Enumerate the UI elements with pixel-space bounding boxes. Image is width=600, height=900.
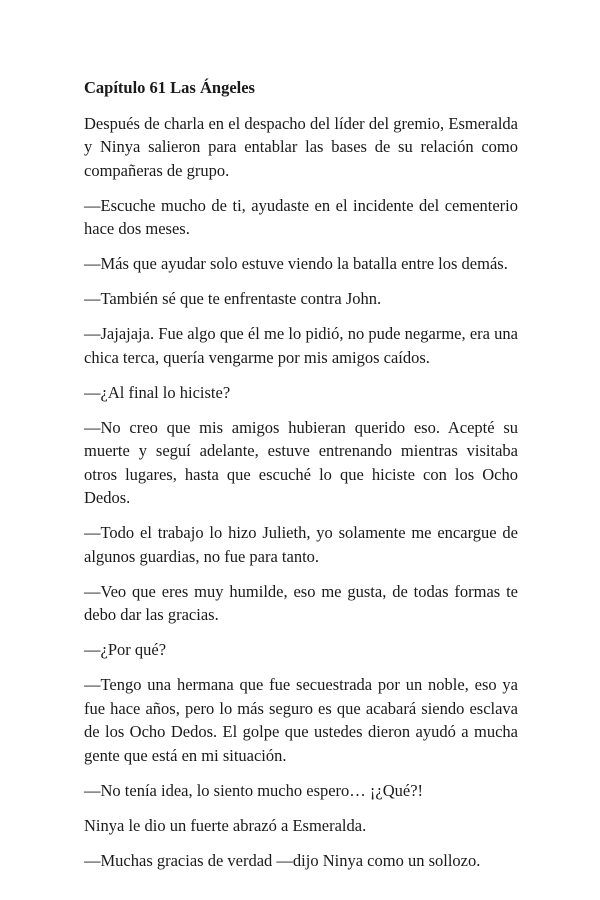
- paragraph: —Tengo una hermana que fue secuestrada por un noble, eso ya fue hace años, pero lo más seguro es que acabará siendo esclava de los Ocho Dedos. El golpe que ustedes dieron ayudó a mucha gente que está en mi situación.: [84, 675, 518, 765]
- paragraph: —Muchas gracias de verdad —dijo Ninya como un sollozo.: [84, 850, 481, 870]
- paragraph: —No creo que mis amigos hubieran querido eso. Acepté su muerte y seguí adelante, estuve entrenando mientras visitaba otros lugares, hasta que escuché lo que hiciste con los Ocho Dedos.: [84, 417, 518, 507]
- paragraph: —Veo que eres muy humilde, eso me gusta, de todas formas te debo dar las gracias.: [84, 581, 518, 624]
- chapter-title: Capítulo 61 Las Ángeles: [84, 78, 255, 97]
- paragraph: Ninya le dio un fuerte abrazó a Esmeralda.: [84, 815, 367, 835]
- paragraph: Después de charla en el despacho del líder del gremio, Esmeralda y Ninya salieron para entablar las bases de su relación como compañeras de grupo.: [84, 113, 518, 180]
- paragraph: —También sé que te enfrentaste contra John.: [84, 289, 382, 308]
- paragraph: —Escuche mucho de ti, ayudaste en el incidente del cementerio hace dos meses.: [84, 195, 518, 238]
- document-page: [84, 76, 518, 884]
- paragraph: —No tenía idea, lo siento mucho espero… ¡¿Qué?!: [84, 780, 424, 800]
- paragraph: —Más que ayudar solo estuve viendo la batalla entre los demás.: [84, 254, 508, 273]
- paragraph: —¿Por qué?: [84, 640, 167, 659]
- paragraph: —Jajajaja. Fue algo que él me lo pidió, no pude negarme, era una chica terca, quería vengarme por mis amigos caídos.: [84, 324, 518, 367]
- paragraph: —¿Al final lo hiciste?: [84, 382, 231, 402]
- paragraph: —Todo el trabajo lo hizo Julieth, yo solamente me encargue de algunos guardias, no fue para tanto.: [84, 523, 518, 566]
